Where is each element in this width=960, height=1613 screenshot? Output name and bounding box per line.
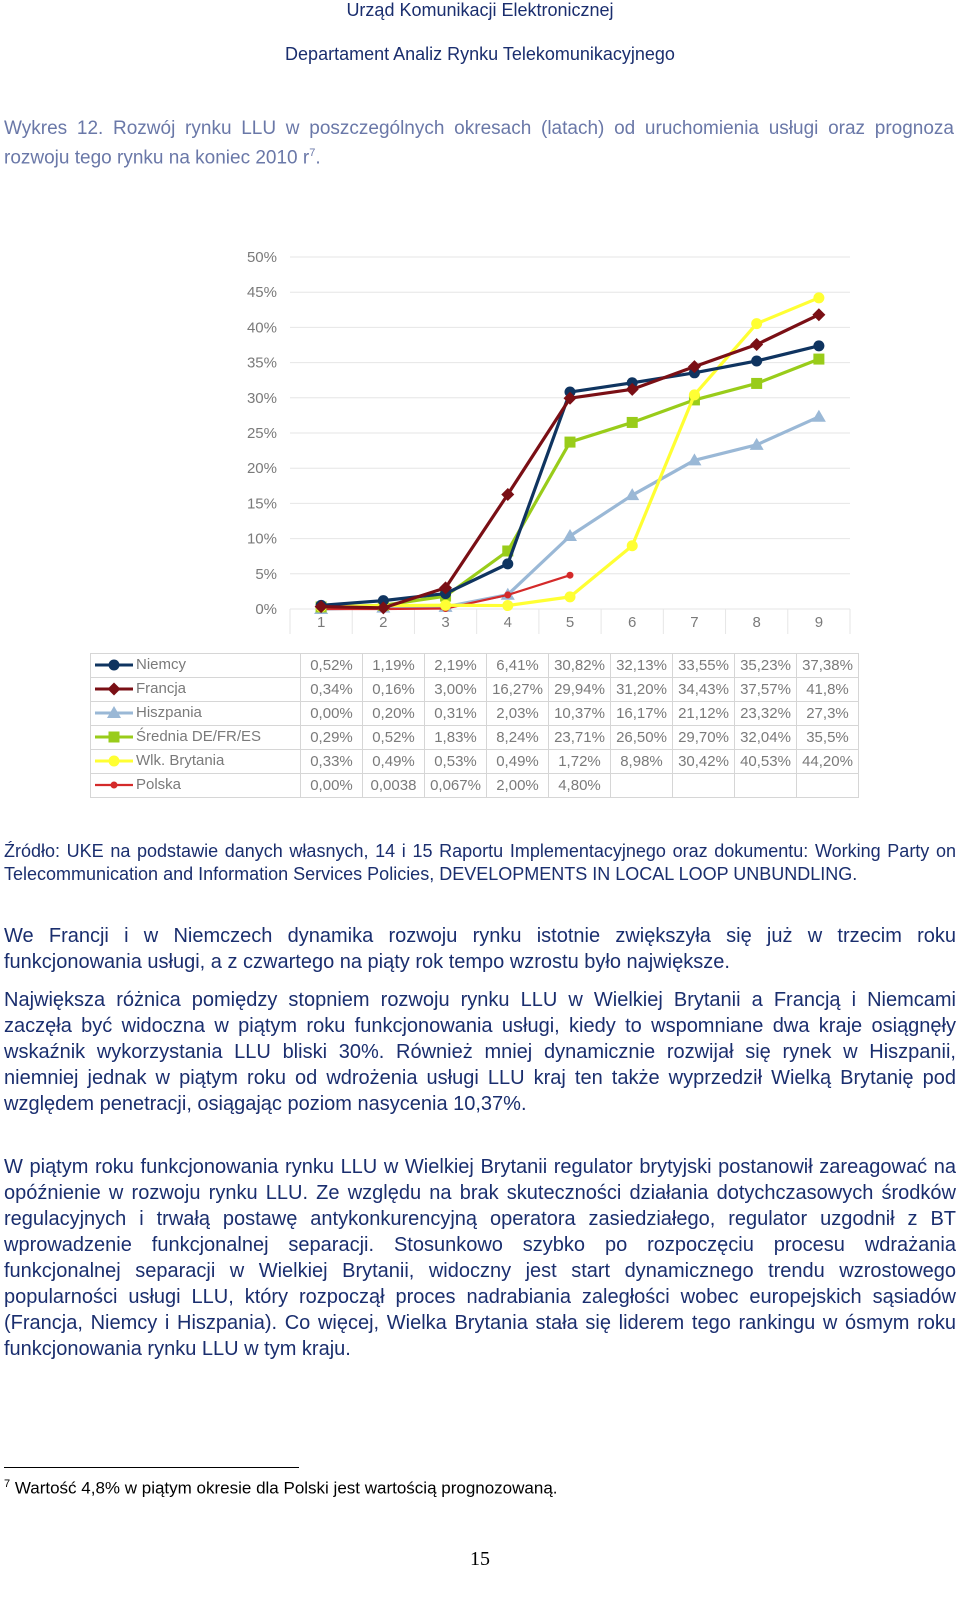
table-cell: 23,32% (735, 702, 797, 726)
data-point (563, 529, 577, 541)
page-number: 15 (470, 1548, 490, 1570)
x-tick-label: 9 (814, 614, 824, 631)
table-row (91, 678, 859, 702)
footnote-number: 7 (4, 1478, 11, 1490)
data-point (565, 591, 576, 602)
table-cell: 6,41% (487, 654, 549, 678)
table-cell: 1,83% (425, 726, 487, 750)
table-cell: 1,72% (549, 750, 611, 774)
table-cell: 30,42% (673, 750, 735, 774)
paragraph-3: W piątym roku funkcjonowania rynku LLU w Wielkiej Brytanii regulator brytyjski postanowił zareagować na opóźnienie w rozwoju rynku LLU. Ze względu na brak skuteczności działania dotychczasowych środków regulacyjnych i trwałą postawę antykonkurencyjną operatora zasiedziałego, regulator uzgodnił z BT wprowadzenie funkcjonalnej separacji. Stosunkowo szybko po rozpoczęciu procesu wdrażania funkcjonalnej separacji w Wielkiej Brytanii, widoczny jest start dynamicznego trendu wzrostowego popularności usługi LLU, który rozpoczął proces nadrabiania zaległości wobec europejskich sąsiadów (Francja, Niemcy i Hiszpania). Co więcej, Wielka Brytania stała się liderem tego rankingu w ósmym roku funkcjonowania rynku LLU w tym kraju. (4, 1156, 956, 1360)
data-point (567, 572, 574, 579)
data-point (813, 340, 824, 351)
x-tick-label: 2 (379, 614, 388, 631)
footnote-divider (4, 1467, 299, 1468)
data-point (751, 318, 762, 329)
legend-key (93, 777, 135, 793)
table-row (91, 774, 859, 798)
chart-data-table (90, 653, 859, 798)
table-cell: 0,49% (363, 750, 425, 774)
table-cell: 23,71% (549, 726, 611, 750)
y-tick-label: 5% (255, 565, 277, 583)
header-department: Departament Analiz Rynku Telekomunikacyjnego (285, 44, 675, 64)
source-note: Źródło: UKE na podstawie danych własnych, 14 i 15 Raportu Implementacyjnego oraz dokumentu: Working Party on Telecommunication and Information Services Policies, DEVELOPMENTS IN LOCAL LOOP UNBUNDLING. (4, 841, 956, 884)
table-cell: 26,50% (611, 726, 673, 750)
table-cell: 16,27% (487, 678, 549, 702)
data-point (813, 292, 824, 303)
data-point (440, 600, 451, 611)
legend-label: Wlk. Brytania (136, 752, 225, 769)
table-cell: 32,04% (735, 726, 797, 750)
llu-line-chart (0, 0, 960, 640)
table-row (91, 750, 859, 774)
y-tick-label: 45% (246, 284, 277, 302)
table-cell: 35,23% (735, 654, 797, 678)
y-tick-label: 35% (246, 354, 277, 372)
table-cell: 35,5% (797, 726, 859, 750)
chart-y-ticks (247, 249, 277, 618)
series-francja (315, 308, 826, 614)
legend-cell (91, 750, 301, 774)
legend-label: Niemcy (136, 656, 187, 673)
y-tick-label: 0% (255, 601, 277, 618)
footnote-text: Wartość 4,8% w piątym okresie dla Polski jest wartością prognozowaną. (10, 1478, 558, 1498)
table-cell: 0,33% (301, 750, 363, 774)
table-row (91, 702, 859, 726)
table-cell: 0,31% (425, 702, 487, 726)
data-point (751, 355, 762, 366)
caption-footnote-ref: 7 (309, 147, 316, 159)
table-cell: 0,49% (487, 750, 549, 774)
table-cell: 34,43% (673, 678, 735, 702)
table-cell: 0,0038 (363, 774, 425, 798)
y-tick-label: 25% (246, 425, 277, 442)
table-cell: 0,53% (425, 750, 487, 774)
data-point (813, 354, 824, 365)
legend-key (93, 657, 135, 673)
series-line (321, 315, 819, 608)
legend-label: Średnia DE/FR/ES (136, 728, 262, 745)
table-cell: 40,53% (735, 750, 797, 774)
data-point (689, 389, 700, 400)
table-cell (611, 774, 673, 798)
y-tick-label: 30% (246, 389, 277, 407)
data-point (504, 591, 511, 598)
data-point (750, 338, 763, 351)
data-point (627, 417, 638, 428)
x-tick-label: 1 (316, 614, 326, 631)
footnote (4, 1478, 558, 1499)
table-cell: 0,52% (363, 726, 425, 750)
table-cell: 37,38% (797, 654, 859, 678)
header-institution: Urząd Komunikacji Elektronicznej (346, 0, 614, 20)
legend-marker (109, 756, 120, 767)
table-row (91, 726, 859, 750)
legend-key (93, 729, 135, 745)
legend-cell (91, 654, 301, 678)
table-cell: 30,82% (549, 654, 611, 678)
x-tick-label: 3 (441, 614, 450, 631)
table-cell: 0,29% (301, 726, 363, 750)
legend-cell (91, 702, 301, 726)
data-point (502, 558, 513, 569)
data-point (627, 540, 638, 551)
table-cell: 41,8% (797, 678, 859, 702)
data-point (812, 410, 826, 422)
table-cell: 0,34% (301, 678, 363, 702)
legend-key (93, 705, 135, 721)
chart-x-ticks (317, 614, 823, 631)
table-cell: 8,24% (487, 726, 549, 750)
table-cell: 4,80% (549, 774, 611, 798)
series-wlk-brytania (316, 292, 825, 612)
paragraph-2: Największa różnica pomiędzy stopniem rozwoju rynku LLU w Wielkiej Brytanii a Francją i Niemcami zaczęła być widoczna w piątym roku funkcjonowania usługi, kiedy to wspomniane dwa kraje osiągnęły wskaźnik wykorzystania LLU bliski 30%. Również mniej dynamicznie rozwijał się rynek w Hiszpanii, niemniej jednak w piątym roku od wdrożenia usługi LLU kraj ten także wyprzedził Wielką Brytanię pod względem penetracji, osiągając poziom nasycenia 10,37%. (4, 989, 956, 1115)
legend-key (93, 681, 135, 697)
paragraph-1: We Francji i w Niemczech dynamika rozwoju rynku istotnie zwiększyła się już w trzecim roku funkcjonowania usługi, a z czwartego na piąty rok tempo wzrostu było największe. (4, 925, 956, 973)
legend-cell (91, 726, 301, 750)
legend-cell (91, 678, 301, 702)
x-tick-label: 5 (565, 614, 575, 631)
table-cell: 8,98% (611, 750, 673, 774)
x-tick-label: 7 (690, 614, 699, 631)
table-cell: 16,17% (611, 702, 673, 726)
table-cell: 0,067% (425, 774, 487, 798)
data-point (502, 600, 513, 611)
table-cell: 31,20% (611, 678, 673, 702)
series-line (321, 298, 819, 607)
table-cell: 27,3% (797, 702, 859, 726)
table-cell: 2,03% (487, 702, 549, 726)
legend-label: Hiszpania (136, 704, 202, 721)
legend-key (93, 753, 135, 769)
table-cell: 0,16% (363, 678, 425, 702)
table-cell: 10,37% (549, 702, 611, 726)
table-cell: 32,13% (611, 654, 673, 678)
y-tick-label: 40% (246, 319, 277, 337)
table-cell: 29,70% (673, 726, 735, 750)
y-tick-label: 20% (246, 460, 277, 478)
table-cell: 1,19% (363, 654, 425, 678)
legend-marker (108, 683, 121, 696)
table-cell: 0,52% (301, 654, 363, 678)
table-cell: 2,00% (487, 774, 549, 798)
x-tick-label: 8 (752, 614, 761, 631)
x-tick-label: 4 (503, 614, 512, 631)
table-cell: 0,00% (301, 774, 363, 798)
table-cell: 0,20% (363, 702, 425, 726)
table-row (91, 654, 859, 678)
legend-marker (109, 732, 120, 743)
legend-cell (91, 774, 301, 798)
table-cell: 44,20% (797, 750, 859, 774)
series-line (321, 346, 819, 605)
table-cell: 37,57% (735, 678, 797, 702)
table-cell: 21,12% (673, 702, 735, 726)
data-point (751, 378, 762, 389)
y-tick-label: 15% (246, 495, 277, 513)
table-cell: 29,94% (549, 678, 611, 702)
legend-marker (109, 660, 120, 671)
table-cell (673, 774, 735, 798)
y-tick-label: 10% (246, 530, 277, 548)
caption-end: . (315, 147, 321, 169)
table-cell (797, 774, 859, 798)
data-point (565, 437, 576, 448)
x-tick-label: 6 (628, 614, 637, 631)
series-niemcy (316, 340, 825, 610)
table-cell: 33,55% (673, 654, 735, 678)
table-cell (735, 774, 797, 798)
data-point (812, 308, 825, 321)
chart-series (314, 292, 826, 614)
y-tick-label: 50% (246, 249, 277, 266)
table-cell: 2,19% (425, 654, 487, 678)
table-cell: 0,00% (301, 702, 363, 726)
table-cell: 3,00% (425, 678, 487, 702)
legend-label: Polska (136, 776, 182, 793)
legend-label: Francja (136, 680, 187, 697)
caption-text: Wykres 12. Rozwój rynku LLU w poszczególnych okresach (latach) od uruchomienia usługi oraz prognoza rozwoju tego rynku na koniec 2010 r (4, 118, 954, 169)
legend-marker (111, 782, 118, 789)
